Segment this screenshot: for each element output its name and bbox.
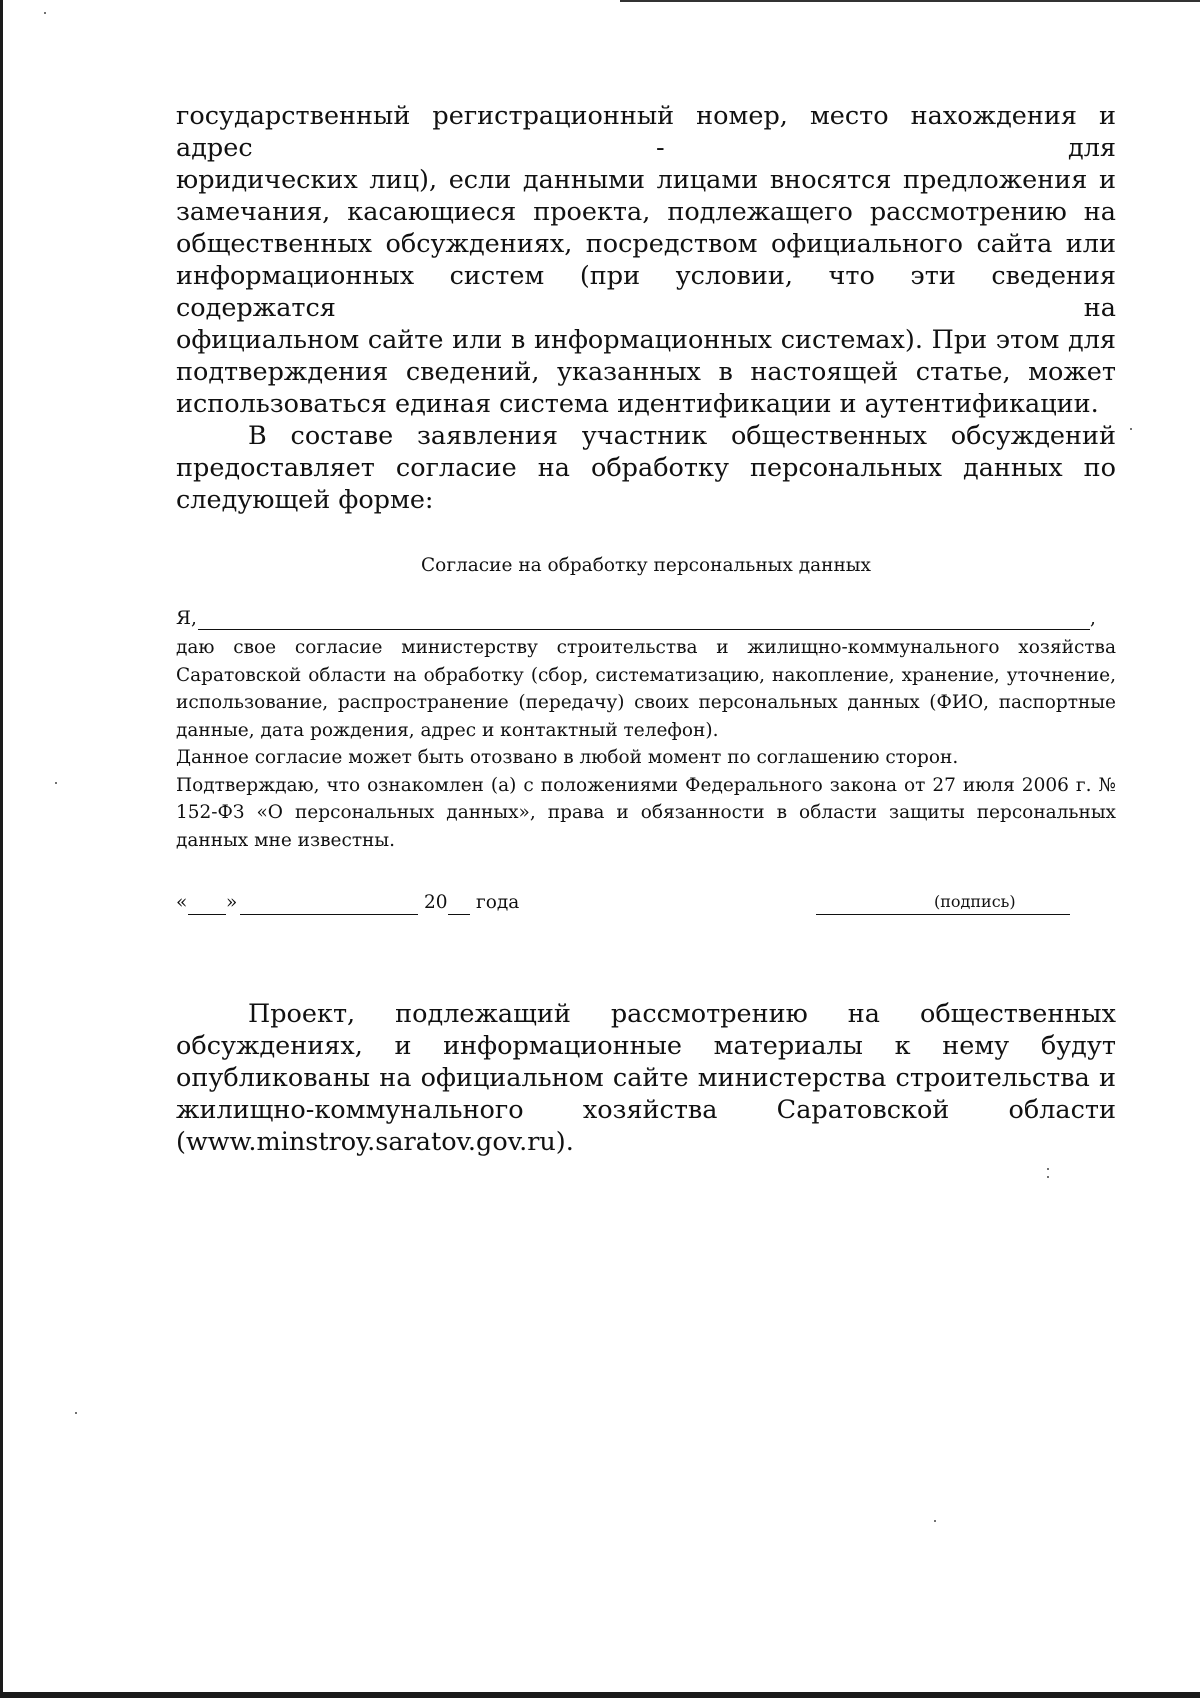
intro-paragraph [176, 100, 1116, 420]
intro-line: информационных систем (при условии, что эти сведения содержатся на [176, 261, 1116, 323]
consent-body: даю свое согласие министерству строительства и жилищно-коммунального хозяйства Саратовской области на обработку (сбор, систематизацию, накопление, хранение, уточнение, использование, распространение (передачу) своих персональных данных (ФИО, паспортные данные, дата рождения, адрес и контактный телефон). [176, 637, 1116, 741]
year-blank [448, 914, 470, 915]
intro-line: подтверждения сведений, указанных в настоящей статье, может [176, 357, 1116, 387]
consent-intro-paragraph: В составе заявления участник общественных обсуждений предоставляет согласие на обработку персональных данных по следующей форме: [176, 421, 1116, 515]
scan-border-top [620, 0, 1200, 2]
scan-speck [55, 782, 57, 784]
scan-speck [1047, 1176, 1049, 1178]
scan-speck [44, 12, 46, 14]
intro-line: использоваться единая система идентификации и аутентификации. [176, 389, 1099, 419]
signature-blank [816, 914, 1070, 915]
consent-revoke: Данное согласие может быть отозвано в любой момент по соглашению сторон. [176, 747, 959, 768]
intro-line: замечания, касающиеся проекта, подлежащего рассмотрению на [176, 197, 1116, 227]
date-close-quote: » [226, 892, 238, 913]
consent-title: Согласие на обработку персональных данных [421, 555, 871, 576]
signature-caption: (подпись) [934, 892, 1016, 911]
scan-speck [1130, 428, 1132, 430]
date-signature-row [176, 892, 1116, 956]
intro-line: юридических лиц), если данными лицами вносятся предложения и [176, 165, 1116, 195]
intro-line: государственный регистрационный номер, место нахождения и адрес - для [176, 101, 1116, 163]
scan-speck [1047, 1168, 1049, 1170]
date-year-prefix: 20 [424, 892, 448, 913]
scan-border-bottom [0, 1692, 1200, 1698]
date-open-quote: « [176, 892, 188, 913]
scan-speck [934, 1520, 936, 1522]
day-blank [188, 914, 226, 915]
name-blank [198, 629, 1090, 630]
document-page [176, 100, 1116, 1158]
final-paragraph: Проект, подлежащий рассмотрению на общественных обсуждениях, и информационные материалы к нему будут опубликованы на официальном сайте министерства строительства и жилищно-коммунального хозяйства Саратовской области (www.minstroy.saratov.gov.ru). [176, 999, 1116, 1157]
ya-label: Я, [176, 608, 197, 629]
scan-border-left [0, 0, 3, 1698]
name-fill-line [176, 608, 1116, 634]
consent-confirm: Подтверждаю, что ознакомлен (а) с положениями Федерального закона от 27 июля 2006 г. № 152-ФЗ «О персональных данных», права и обязанности в области защиты персональных данных мне известны. [176, 774, 1116, 851]
intro-line: общественных обсуждениях, посредством официального сайта или [176, 229, 1116, 259]
intro-line: официальном сайте или в информационных системах). При этом для [176, 325, 1116, 355]
month-blank [240, 914, 418, 915]
scan-speck [75, 1412, 77, 1414]
date-year-suffix: года [476, 892, 520, 913]
ya-comma: , [1090, 608, 1096, 629]
